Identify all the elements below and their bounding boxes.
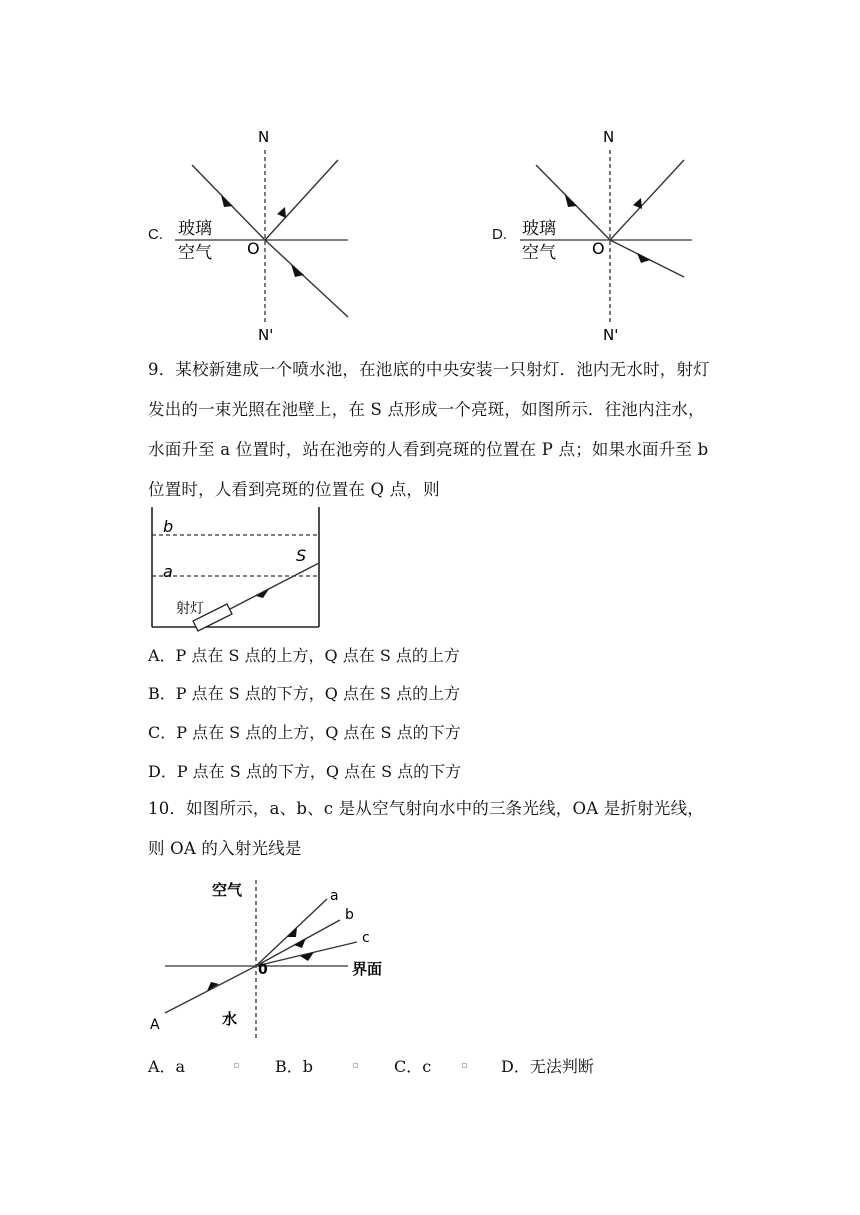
label-origin: 0 bbox=[258, 962, 268, 978]
label-s: S bbox=[296, 546, 307, 565]
reflected-arrow bbox=[633, 198, 642, 209]
medium-bottom-label: 空气 bbox=[178, 243, 212, 263]
origin-label: O bbox=[592, 239, 605, 258]
label-ray-c: c bbox=[362, 930, 370, 946]
q10-refraction-diagram bbox=[0, 870, 860, 1050]
option-c-letter: C. bbox=[148, 226, 163, 243]
option-d-diagram bbox=[0, 0, 860, 360]
q10-option-b[interactable]: B．b bbox=[275, 1057, 314, 1076]
refracted-arrow bbox=[637, 253, 650, 263]
ray-c bbox=[256, 942, 357, 966]
normal-bottom-label: N' bbox=[258, 326, 274, 344]
ray-a-arrow bbox=[287, 927, 297, 937]
light-ray bbox=[230, 563, 319, 609]
q9-option-b[interactable]: B．P 点在 S 点的下方，Q 点在 S 点的上方 bbox=[148, 684, 461, 703]
q9-question-text: 9．某校新建成一个喷水池，在池底的中央安装一只射灯．池内无水时，射灯发出的一束光照在池壁上，在 S 点形成一个亮斑，如图所示．往池内注水，水面升至 a 位置时，站在池旁的人看到亮斑的位置在 P 点；如果水面升至 b 位置时，人看到亮斑的位置在 Q 点，则 bbox=[148, 360, 710, 499]
q10-option-a[interactable]: A．a bbox=[148, 1057, 186, 1076]
q9-pool-diagram bbox=[0, 505, 860, 645]
label-water: 水 bbox=[222, 1010, 238, 1028]
q9-option-a[interactable]: A．P 点在 S 点的上方，Q 点在 S 点的上方 bbox=[148, 646, 460, 665]
separator-dot bbox=[234, 1063, 239, 1068]
option-d-letter: D. bbox=[492, 226, 507, 243]
label-air: 空气 bbox=[212, 881, 243, 899]
label-lamp: 射灯 bbox=[176, 601, 204, 617]
medium-top-label: 玻璃 bbox=[522, 219, 556, 239]
ray-b-arrow bbox=[294, 938, 306, 948]
label-ray-A: A bbox=[150, 1017, 160, 1033]
q9-option-c[interactable]: C．P 点在 S 点的上方，Q 点在 S 点的下方 bbox=[148, 723, 461, 742]
label-a: a bbox=[163, 562, 173, 581]
reflected-ray bbox=[610, 160, 684, 240]
medium-bottom-label: 空气 bbox=[522, 243, 556, 263]
q10-option-d[interactable]: D．无法判断 bbox=[501, 1057, 594, 1076]
medium-top-label: 玻璃 bbox=[178, 219, 212, 239]
separator-dot bbox=[462, 1063, 467, 1068]
origin-label: O bbox=[247, 239, 260, 258]
label-interface: 界面 bbox=[352, 960, 383, 978]
normal-top-label: N bbox=[258, 128, 270, 146]
q10-option-c[interactable]: C．c bbox=[394, 1057, 432, 1076]
q10-question-text: 10．如图所示，a、b、c 是从空气射向水中的三条光线，OA 是折射光线，则 OA 的入射光线是 bbox=[148, 799, 704, 858]
normal-bottom-label: N' bbox=[603, 326, 619, 344]
label-ray-a: a bbox=[330, 888, 339, 904]
label-ray-b: b bbox=[345, 907, 354, 923]
q9-option-d[interactable]: D．P 点在 S 点的下方，Q 点在 S 点的下方 bbox=[148, 762, 462, 781]
separator-dot bbox=[353, 1063, 358, 1068]
incident-arrow bbox=[565, 195, 577, 207]
light-ray-arrow bbox=[256, 589, 269, 598]
normal-top-label: N bbox=[603, 128, 615, 146]
label-b: b bbox=[163, 517, 174, 536]
ray-oa bbox=[165, 966, 256, 1013]
